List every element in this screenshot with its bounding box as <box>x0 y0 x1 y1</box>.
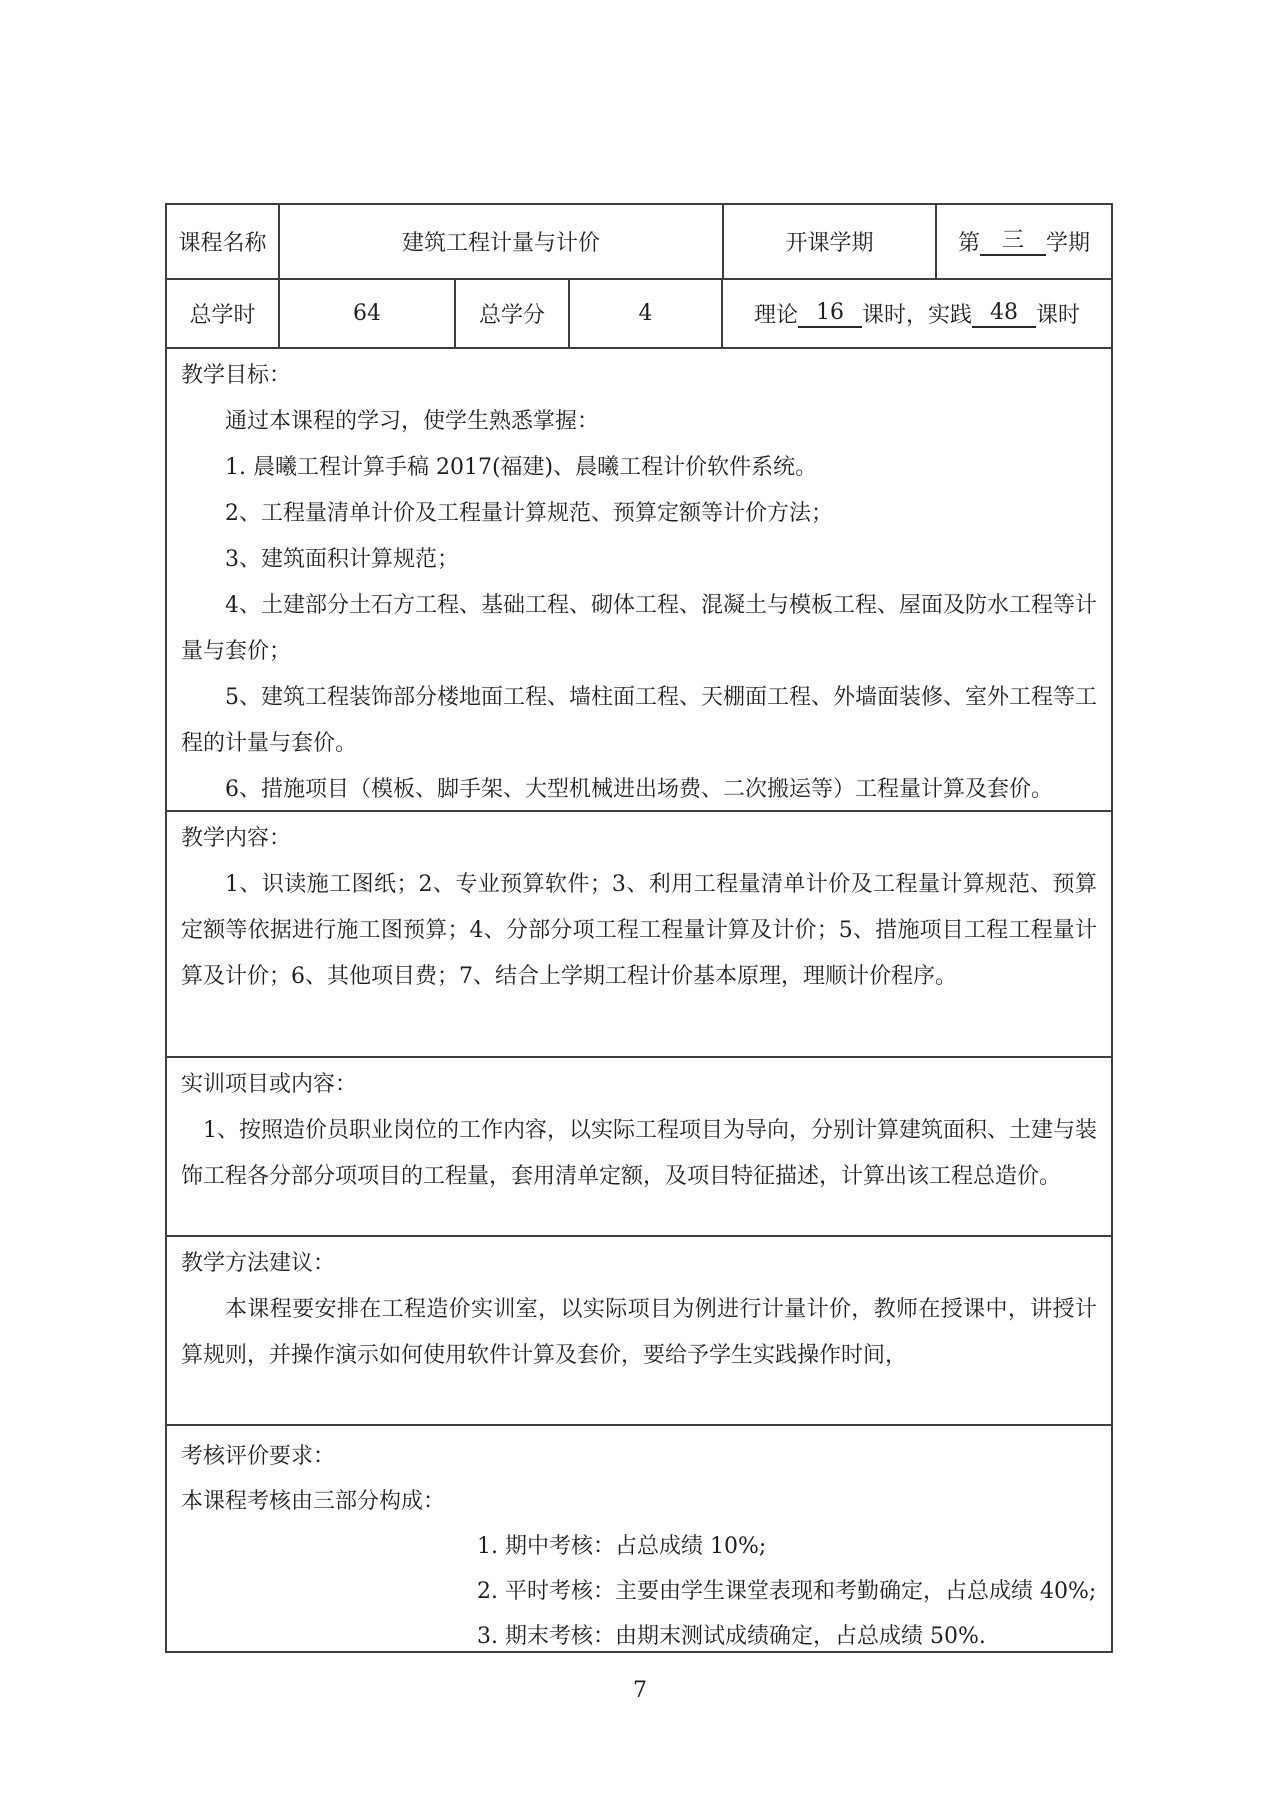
teaching-goal-item: 5、建筑工程装饰部分楼地面工程、墙柱面工程、天棚面工程、外墙面装修、室外工程等工程的计量与套价。 <box>181 685 1098 756</box>
total-credits-label: 总学分 <box>456 280 570 347</box>
section-teaching-methods <box>167 1237 1111 1426</box>
total-hours-label: 总学时 <box>167 280 280 347</box>
semester-value: 三 <box>980 228 1046 256</box>
section-assessment <box>167 1426 1111 1651</box>
assessment-intro: 本课程考核由三部分构成： <box>181 1489 446 1514</box>
teaching-methods-heading: 教学方法建议： <box>181 1251 336 1276</box>
section-practical-training <box>167 1058 1111 1237</box>
assessment-item: 1. 期中考核：占总成绩 10%; <box>477 1534 767 1559</box>
practice-label: 实践 <box>928 303 973 328</box>
theory-label: 理论 <box>753 303 798 328</box>
practice-suffix: 课时 <box>1036 303 1081 328</box>
total-credits-value: 4 <box>570 280 723 347</box>
teaching-methods-body: 本课程要安排在工程造价实训室，以实际项目为例进行计量计价，教师在授课中，讲授计算规则，并操作演示如何使用软件计算及套价，要给予学生实践操作时间， <box>181 1297 1097 1368</box>
section-teaching-goals <box>167 349 1111 812</box>
teaching-goal-item: 1. 晨曦工程计算手稿 2017(福建)、晨曦工程计价软件系统。 <box>225 455 818 480</box>
teaching-goals-heading: 教学目标： <box>181 363 292 388</box>
assessment-item: 2. 平时考核：主要由学生课堂表现和考勤确定，占总成绩 40%; <box>477 1579 1097 1604</box>
assessment-item: 3. 期末考核：由期末测试成绩确定，占总成绩 50%. <box>477 1624 986 1649</box>
course-name-label: 课程名称 <box>167 205 280 278</box>
semester-suffix: 学期 <box>1046 231 1091 256</box>
practice-hours-value: 48 <box>972 300 1036 328</box>
practical-training-heading: 实训项目或内容： <box>181 1072 358 1097</box>
teaching-content-body: 1、识读施工图纸；2、专业预算软件；3、利用工程量清单计价及工程量计算规范、预算定额等依据进行施工图预算；4、分部分项工程工程量计算及计价；5、措施项目工程工程量计算及计价；6、其他项目费；7、结合上学期工程计价基本原理，理顺计价程序。 <box>181 872 1097 989</box>
total-hours-value: 64 <box>280 280 456 347</box>
semester-value-cell <box>937 205 1111 278</box>
assessment-heading: 考核评价要求： <box>181 1444 336 1469</box>
theory-hours-value: 16 <box>798 300 862 328</box>
theory-suffix: 课时， <box>861 303 928 328</box>
teaching-goal-item: 4、土建部分土石方工程、基础工程、砌体工程、混凝土与模板工程、屋面及防水工程等计量与套价； <box>181 593 1098 664</box>
teaching-content-heading: 教学内容： <box>181 826 292 851</box>
teaching-goals-intro: 通过本课程的学习，使学生熟悉掌握： <box>225 409 600 434</box>
semester-label: 开课学期 <box>724 205 937 278</box>
teaching-goal-item: 2、工程量清单计价及工程量计算规范、预算定额等计价方法； <box>225 501 833 526</box>
course-name-value: 建筑工程计量与计价 <box>280 205 724 278</box>
section-teaching-content <box>167 812 1111 1058</box>
practical-training-body: 1、按照造价员职业岗位的工作内容，以实际工程项目为导向，分别计算建筑面积、土建与装饰工程各分部分项项目的工程量，套用清单定额，及项目特征描述，计算出该工程总造价。 <box>181 1118 1098 1189</box>
semester-prefix: 第 <box>957 231 980 256</box>
page-number: 7 <box>633 1678 647 1703</box>
table-row-hours <box>167 280 1111 349</box>
teaching-goal-item: 3、建筑面积计算规范； <box>225 547 459 572</box>
hours-breakdown-cell <box>723 280 1111 347</box>
course-syllabus-table <box>165 203 1113 1653</box>
teaching-goal-item: 6、措施项目（模板、脚手架、大型机械进出场费、二次搬运等）工程量计算及套价。 <box>225 777 1053 802</box>
table-row-course <box>167 205 1111 280</box>
